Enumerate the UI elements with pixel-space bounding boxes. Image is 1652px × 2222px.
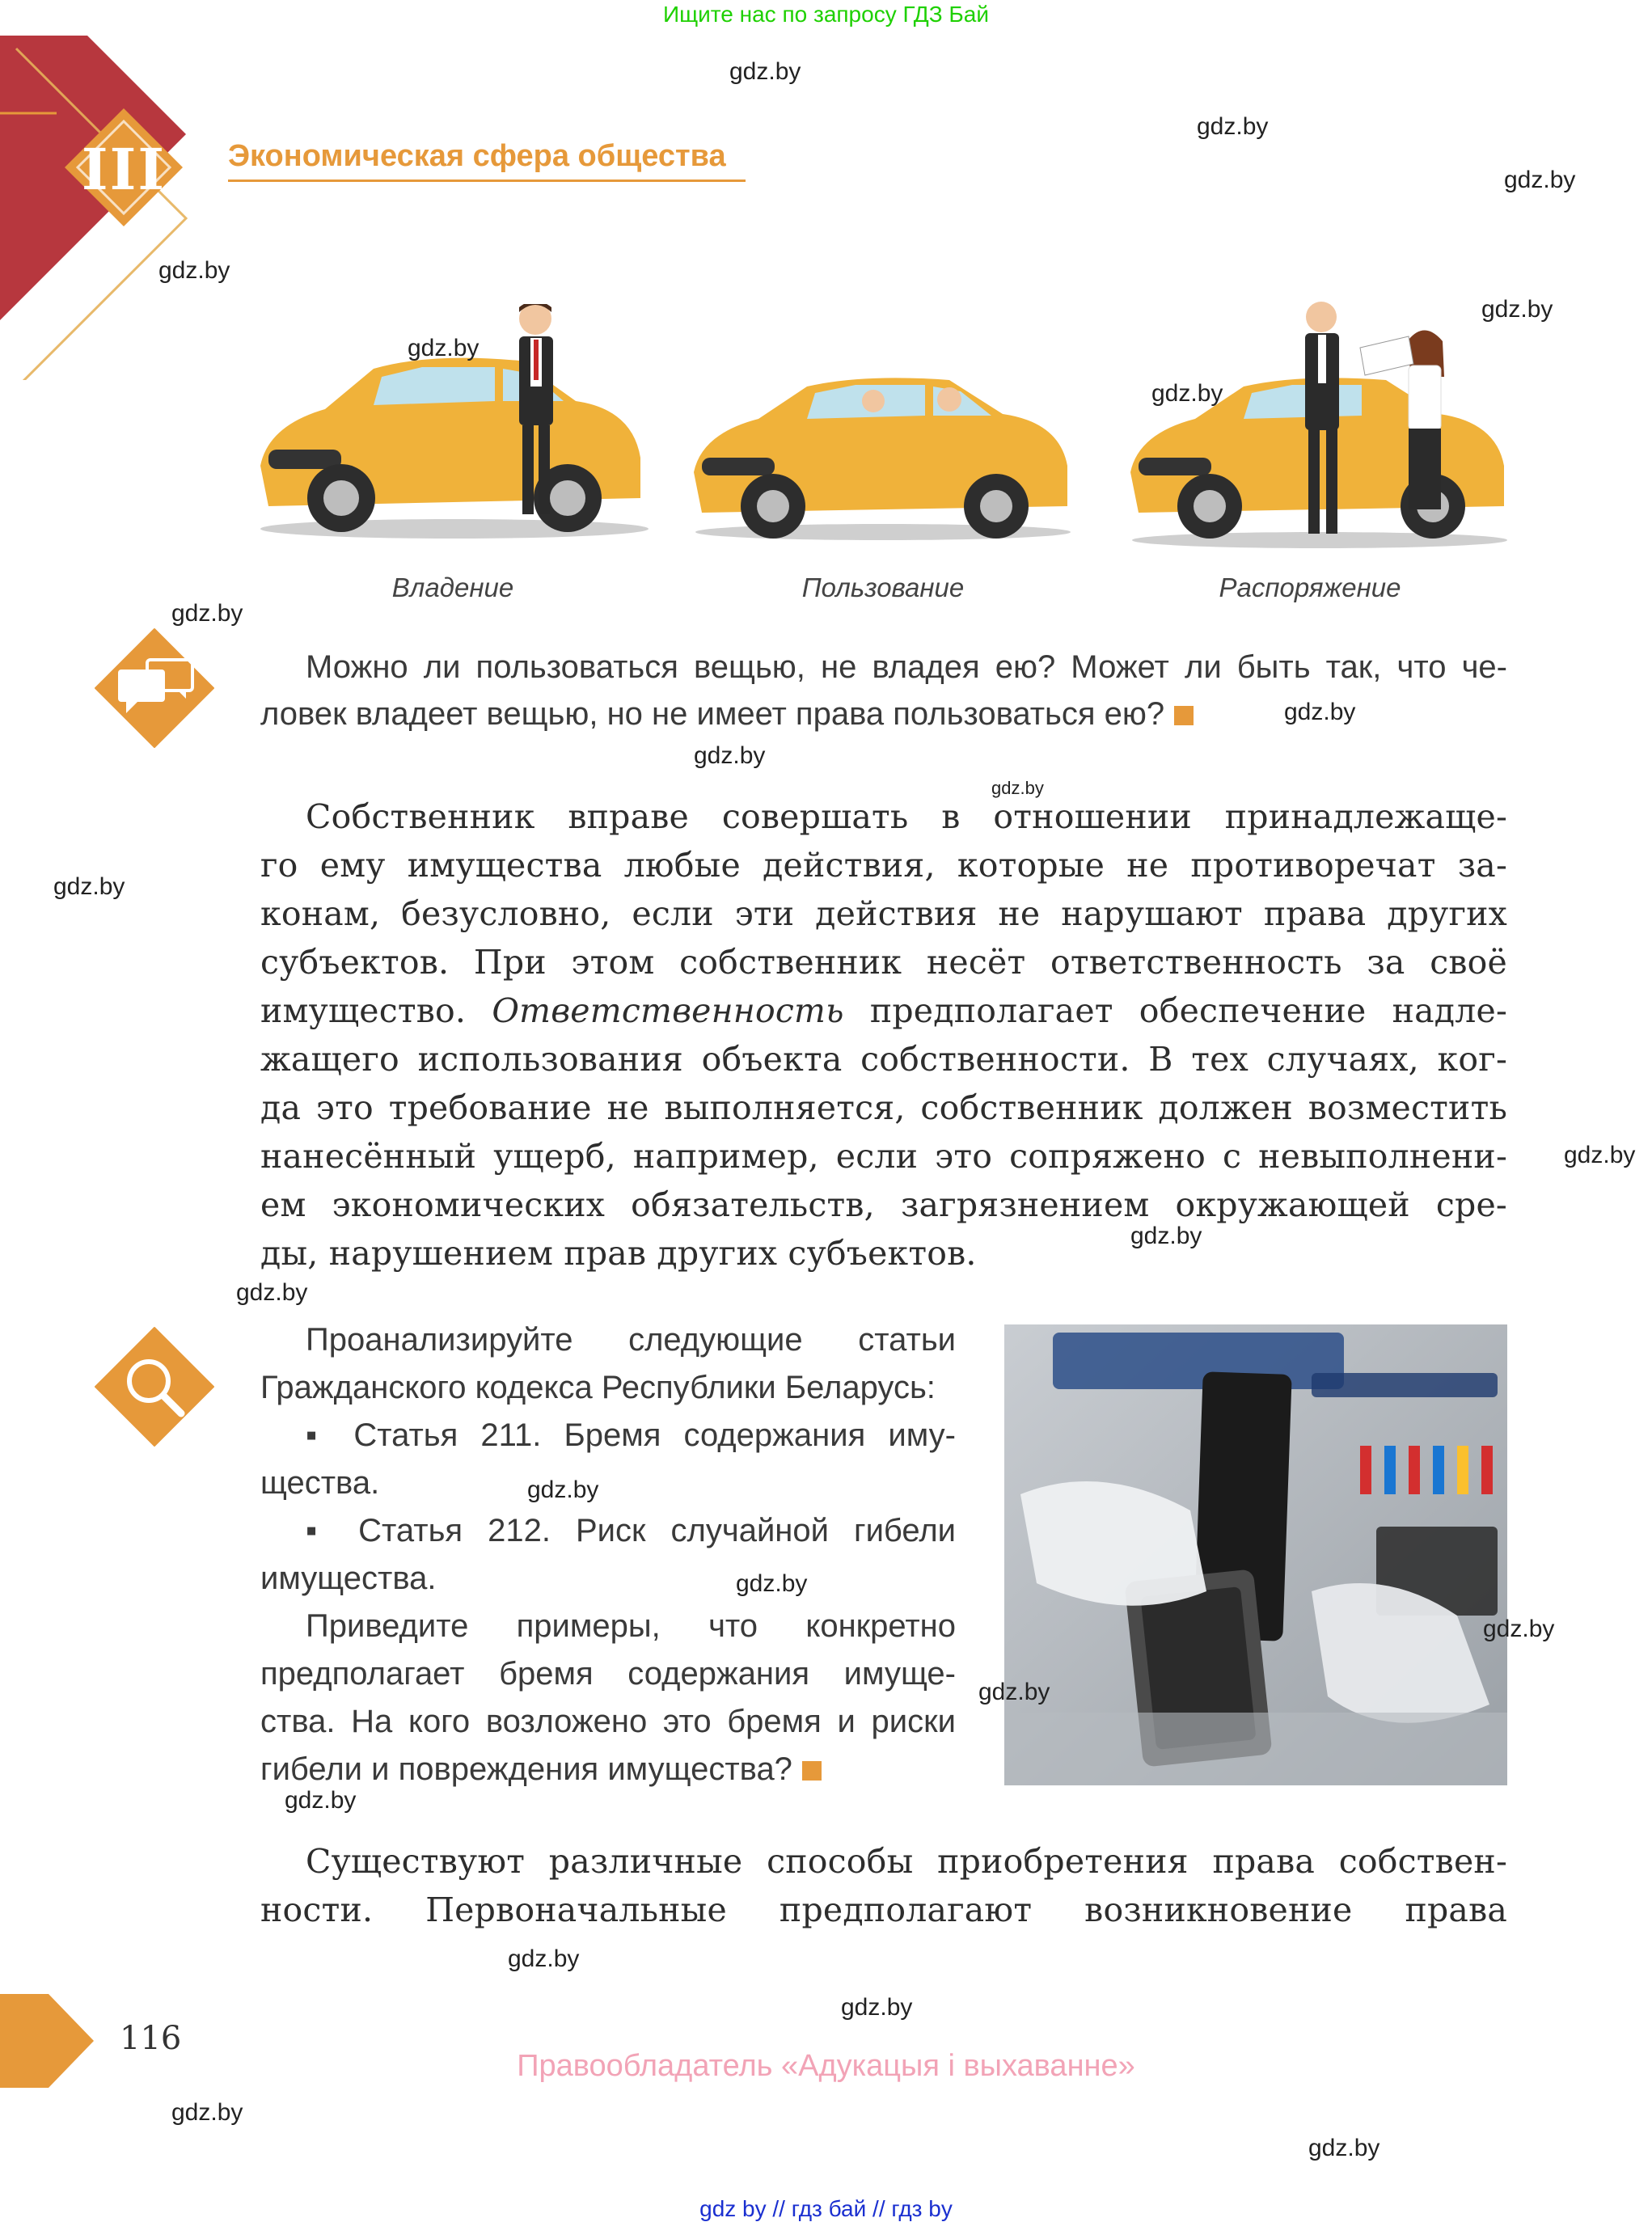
bottom-banner[interactable]: gdz by // гдз бай // гдз by [699, 2196, 953, 2221]
question-line-2: ловек владеет вещью, но не имеет права пользоваться ею? [260, 696, 1165, 732]
watermark: gdz.by [1504, 167, 1576, 193]
watermark: gdz.by [1481, 296, 1553, 323]
main-line-2: го ему имущества любые действия, которые не противоречат за- [260, 846, 1507, 885]
term-responsibility: Ответственность [492, 991, 844, 1030]
analysis-task-line-4: гибели и повреждения имущества? [260, 1751, 792, 1787]
main-line-5: имущество. Ответственность предполагает обеспечение надле- [260, 991, 1508, 1030]
analysis-line-1: Проанализируйте следующие статьи [306, 1322, 956, 1358]
analysis-task-line-3: ства. На кого возложено это бремя и риски [260, 1704, 956, 1739]
watermark: gdz.by [285, 1787, 357, 1814]
main-line-1: Собственник вправе совершать в отношении принадлежаще- [306, 797, 1507, 836]
article-211-line-2: щества. [260, 1465, 380, 1501]
car-disposal-illustration [1126, 299, 1514, 558]
main-line-4: субъектов. При этом собственник несёт ответственность за своё [260, 943, 1507, 982]
watermark: gdz.by [1284, 699, 1356, 725]
main-line-9: ем экономических обязательств, загрязнением окружающей сре- [260, 1185, 1507, 1224]
watermark: gdz.by [53, 873, 125, 900]
watermark: gdz.by [1483, 1616, 1555, 1642]
watermark: gdz.by [841, 1994, 913, 2021]
closing-line-1: Существуют различные способы приобретения права собствен- [306, 1842, 1507, 1881]
watermark: gdz.by [1197, 113, 1269, 140]
article-211-line-1: ▪ Статья 211. Бремя содержания иму- [306, 1417, 956, 1453]
page-number: 116 [120, 2020, 182, 2057]
magnifier-icon [94, 1326, 215, 1447]
main-paragraph [260, 792, 1507, 1278]
speech-bubbles-icon [94, 627, 215, 749]
watermark: gdz.by [1130, 1223, 1202, 1249]
caption-disposal: Распоряжение [1219, 572, 1401, 602]
chapter-numeral: III [81, 136, 167, 203]
car-usage-illustration [689, 377, 1077, 547]
article-212-line-2: имущества. [260, 1561, 437, 1596]
analysis-line-2: Гражданского кодекса Республики Беларусь: [260, 1370, 936, 1405]
top-banner[interactable]: Ищите нас по запросу ГДЗ Бай [662, 2, 990, 27]
end-marker-icon [1174, 706, 1194, 725]
closing-paragraph [260, 1837, 1507, 1934]
main-line-6: жащего использования объекта собственности. В тех случаях, ког- [260, 1040, 1507, 1079]
closing-line-2: ности. Первоначальные предполагают возникновение права [260, 1890, 1507, 1929]
main-line-7: да это требование не выполняется, собственник должен возместить [260, 1088, 1507, 1127]
caption-ownership: Владение [391, 572, 514, 602]
watermark: gdz.by [171, 2099, 243, 2126]
watermark: gdz.by [158, 257, 230, 284]
watermark: gdz.by [527, 1476, 599, 1503]
analysis-task-line-1: Приведите примеры, что конкретно [306, 1608, 956, 1644]
main-line-8: нанесённый ущерб, например, если это сопряжено с невыполнени- [260, 1137, 1507, 1176]
watermark: gdz.by [694, 742, 766, 769]
watermark: gdz.by [736, 1570, 808, 1597]
watermark: gdz.by [1564, 1142, 1636, 1168]
end-marker-icon [802, 1761, 822, 1781]
watermark: gdz.by [991, 778, 1044, 798]
caption-usage: Пользование [801, 572, 965, 602]
watermark: gdz.by [978, 1679, 1050, 1705]
copyright-notice: Правообладатель «Адукацыя і выхаванне» [517, 2049, 1135, 2083]
watermark: gdz.by [171, 600, 243, 627]
chapter-title-underline [228, 180, 746, 182]
phone-repair-photo [1004, 1324, 1507, 1785]
article-212-line-1: ▪ Статья 212. Риск случайной гибели [306, 1513, 956, 1548]
analysis-text [260, 1316, 956, 1793]
chapter-title: Экономическая сфера общества [228, 139, 726, 173]
main-line-10: ды, нарушением прав других субъектов. [260, 1234, 977, 1273]
watermark: gdz.by [408, 335, 480, 361]
analysis-task-line-2: предполагает бремя содержания имуще- [260, 1656, 956, 1692]
watermark: gdz.by [236, 1279, 308, 1306]
watermark: gdz.by [729, 58, 801, 85]
watermark: gdz.by [508, 1945, 580, 1972]
main-line-3: конам, безусловно, если эти действия не нарушают права других [260, 894, 1507, 933]
question-line-1: Можно ли пользоваться вещью, не владея ею? Может ли быть так, что че- [306, 649, 1507, 685]
watermark: gdz.by [1308, 2135, 1380, 2161]
watermark: gdz.by [1151, 380, 1223, 407]
